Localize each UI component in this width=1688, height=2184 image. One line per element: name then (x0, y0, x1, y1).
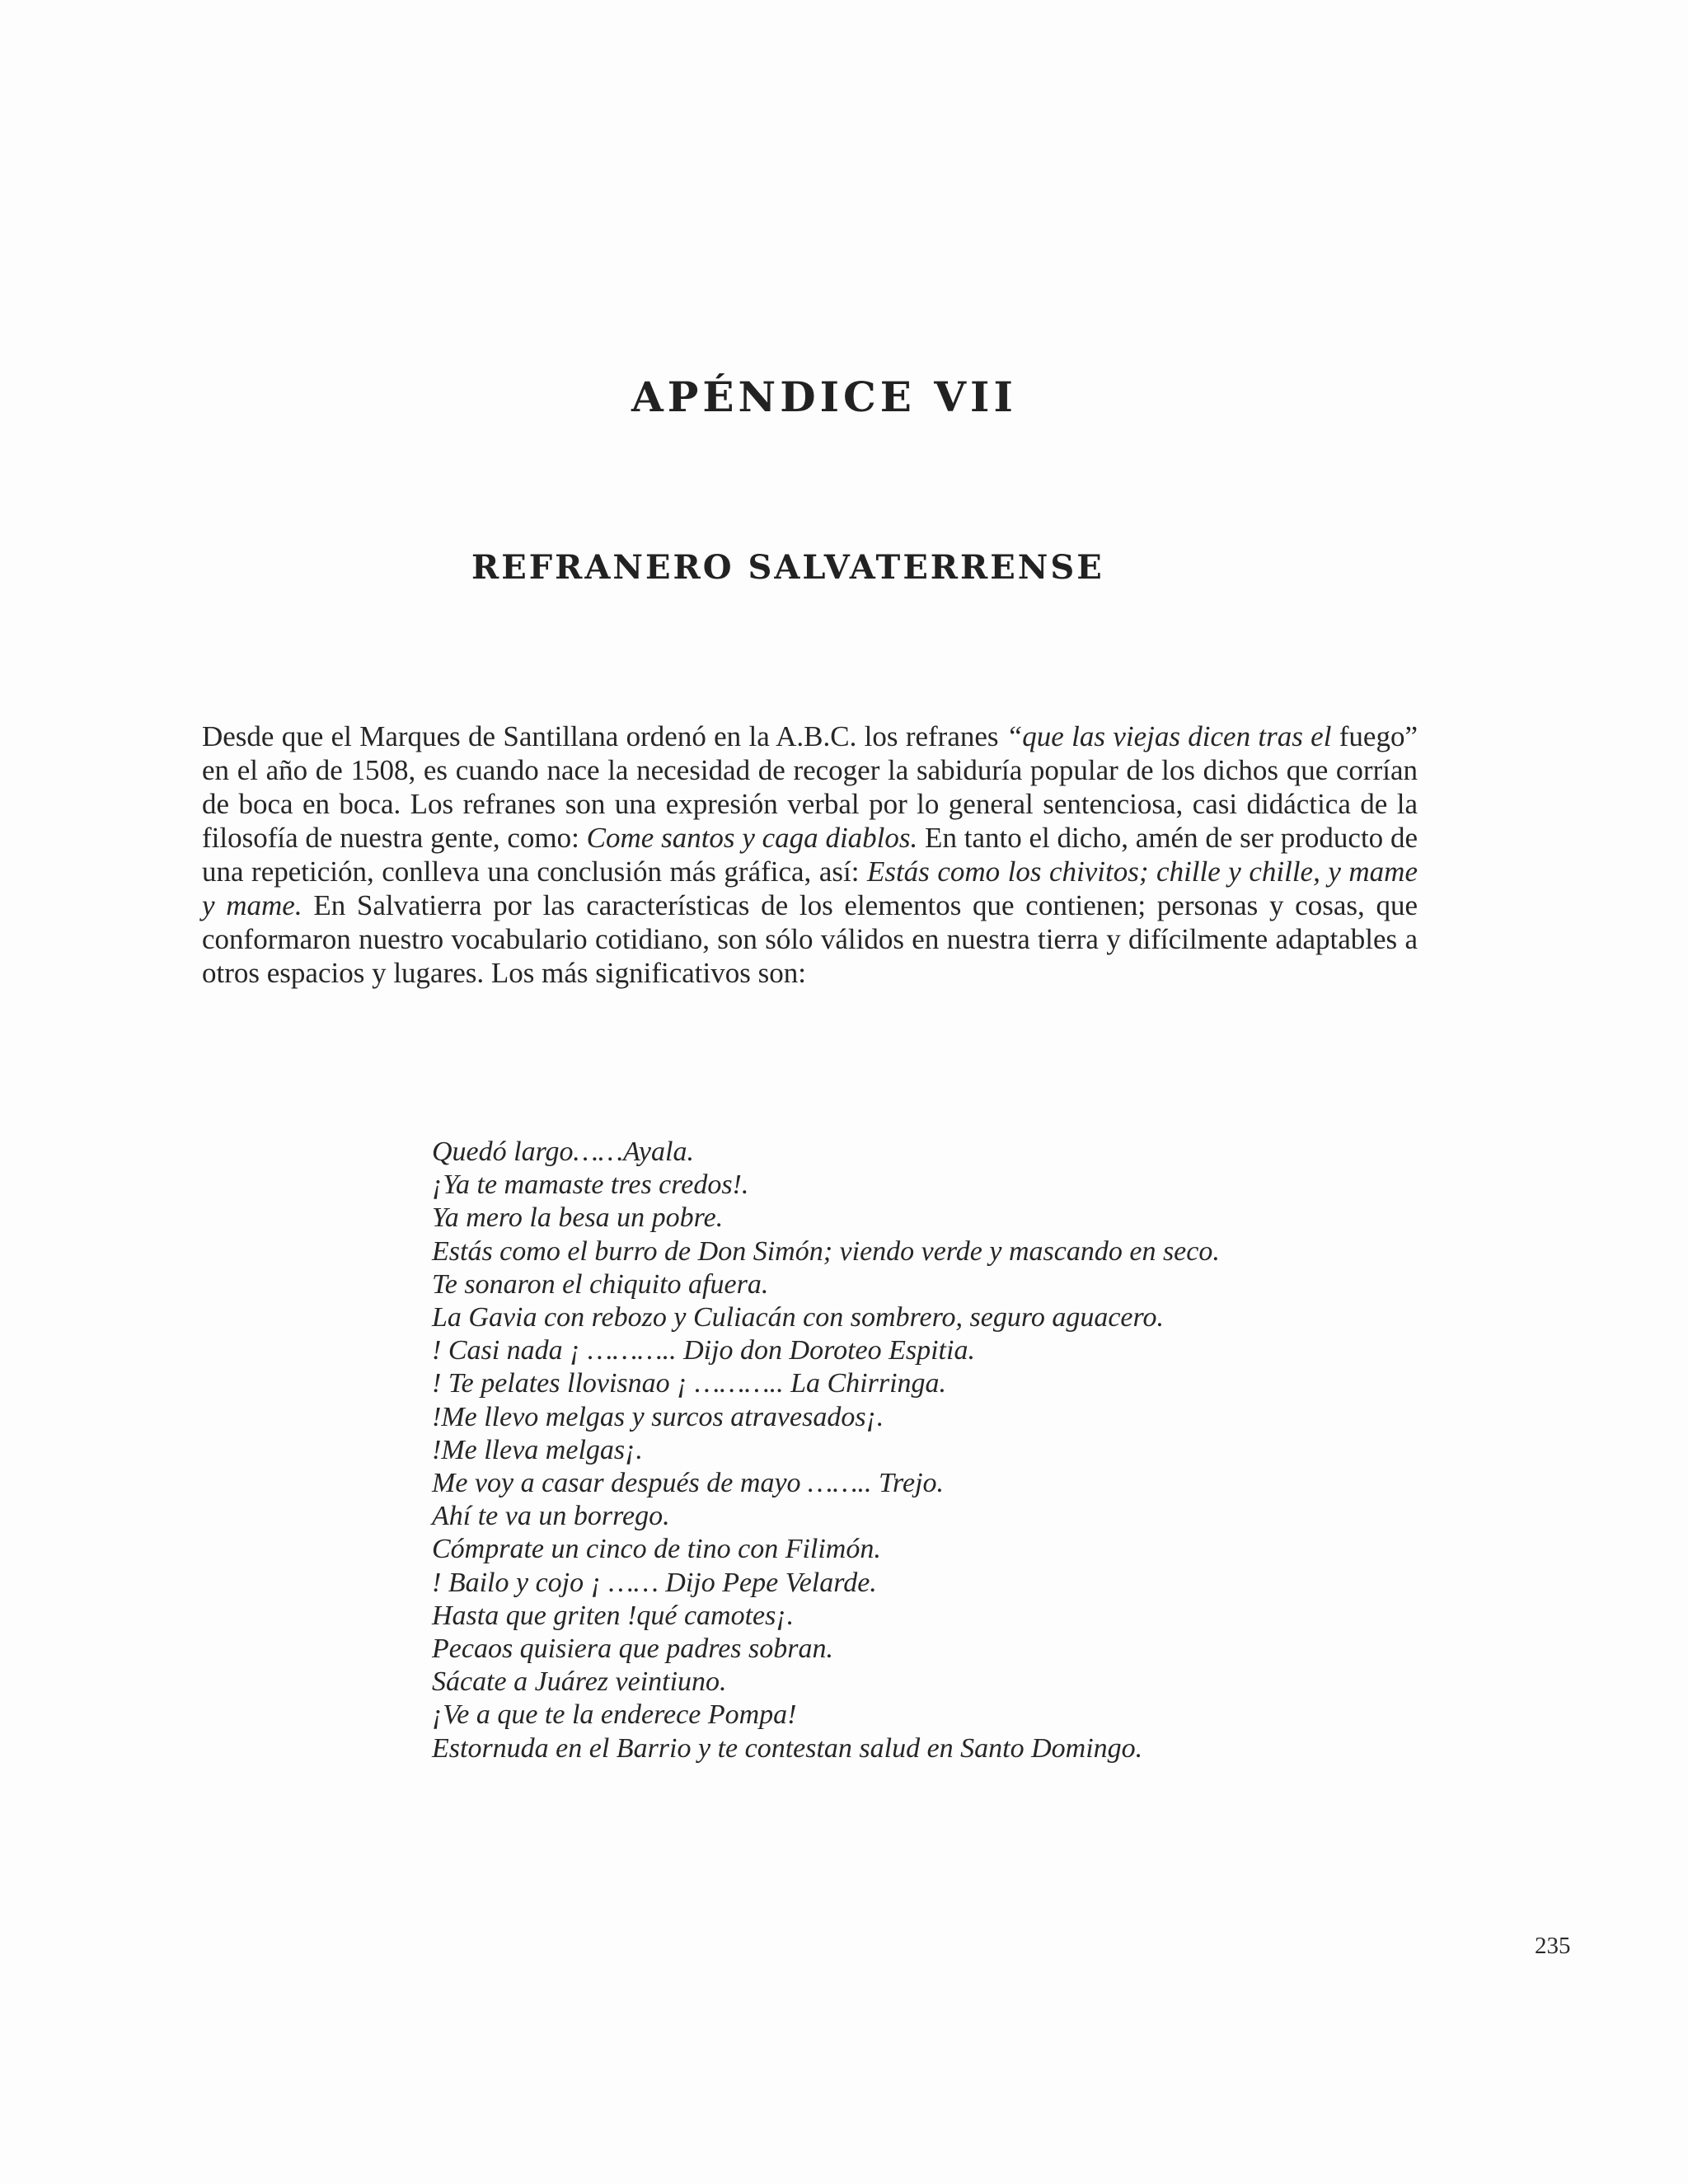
saying-item: !Me llevo melgas y surcos atravesados¡. (432, 1401, 884, 1432)
saying-item: Pecaos quisiera que padres sobran. (432, 1633, 833, 1665)
saying-item: Ahí te va un borrego. (432, 1501, 670, 1532)
intro-text-3: En tanto el dicho, amén de ser producto de una repetición, conlleva una conclusión más gráfica, así: (202, 822, 1418, 888)
saying-item: La Gavia con rebozo y Culiacán con sombrero, seguro aguacero. (432, 1302, 1164, 1333)
intro-paragraph (202, 719, 1418, 990)
intro-text-2: fuego” en el año de 1508, es cuando nace la necesidad de recoger la sabiduría popular de los dichos que corrían de boca en boca. Los refranes son una expresión verbal por lo general sentenciosa, casi didáctica de la filosofía de nuestra gente, como: (202, 720, 1418, 854)
intro-text-1: Desde que el Marques de Santillana ordenó en la A.B.C. los refranes (202, 720, 1006, 752)
appendix-title: APÉNDICE VII (631, 373, 1017, 421)
saying-item: ¡Ve a que te la enderece Pompa! (432, 1699, 797, 1731)
saying-item: Me voy a casar después de mayo …….. Trejo. (432, 1468, 945, 1499)
saying-item: Sácate a Juárez veintiuno. (432, 1666, 727, 1698)
saying-item: !Me lleva melgas¡. (432, 1434, 643, 1465)
saying-item: Quedó largo……Ayala. (432, 1137, 694, 1167)
saying-item: Cómprate un cinco de tino con Filimón. (432, 1534, 881, 1565)
intro-example-dicho: Estás como los chivitos; chille y chille, y mame y mame. (202, 855, 1418, 921)
saying-item: ! Casi nada ¡ ……….. Dijo don Doroteo Espitia. (432, 1335, 975, 1366)
saying-item: ! Te pelates llovisnao ¡ ……….. La Chirringa. (432, 1368, 947, 1399)
saying-item: Estás como el burro de Don Simón; viendo verde y mascando en seco. (432, 1235, 1220, 1267)
page-number: 235 (1535, 1933, 1571, 1959)
saying-item: Hasta que griten !qué camotes¡. (432, 1600, 795, 1631)
saying-item: ! Bailo y cojo ¡ …… Dijo Pepe Velarde. (432, 1567, 877, 1598)
intro-quote-italic: “que las viejas dicen tras el (1006, 720, 1332, 752)
section-title: REFRANERO SALVATERRENSE (471, 548, 1104, 587)
saying-item: Ya mero la besa un pobre. (432, 1202, 724, 1234)
saying-item: ¡Ya te mamaste tres credos!. (432, 1169, 749, 1201)
saying-item: Te sonaron el chiquito afuera. (432, 1268, 769, 1300)
intro-example-saying: Come santos y caga diablos. (586, 822, 918, 854)
intro-text-4: En Salvatierra por las características de los elementos que contienen; personas y cosas, que conformaron nuestro vocabulario cotidiano, son sólo válidos en nuestra tierra y difícilmente adaptables a otros espacios y lugares. Los más significativos son: (202, 889, 1418, 989)
sayings-list (432, 1136, 1339, 1765)
saying-item: Estornuda en el Barrio y te contestan salud en Santo Domingo. (432, 1732, 1143, 1764)
